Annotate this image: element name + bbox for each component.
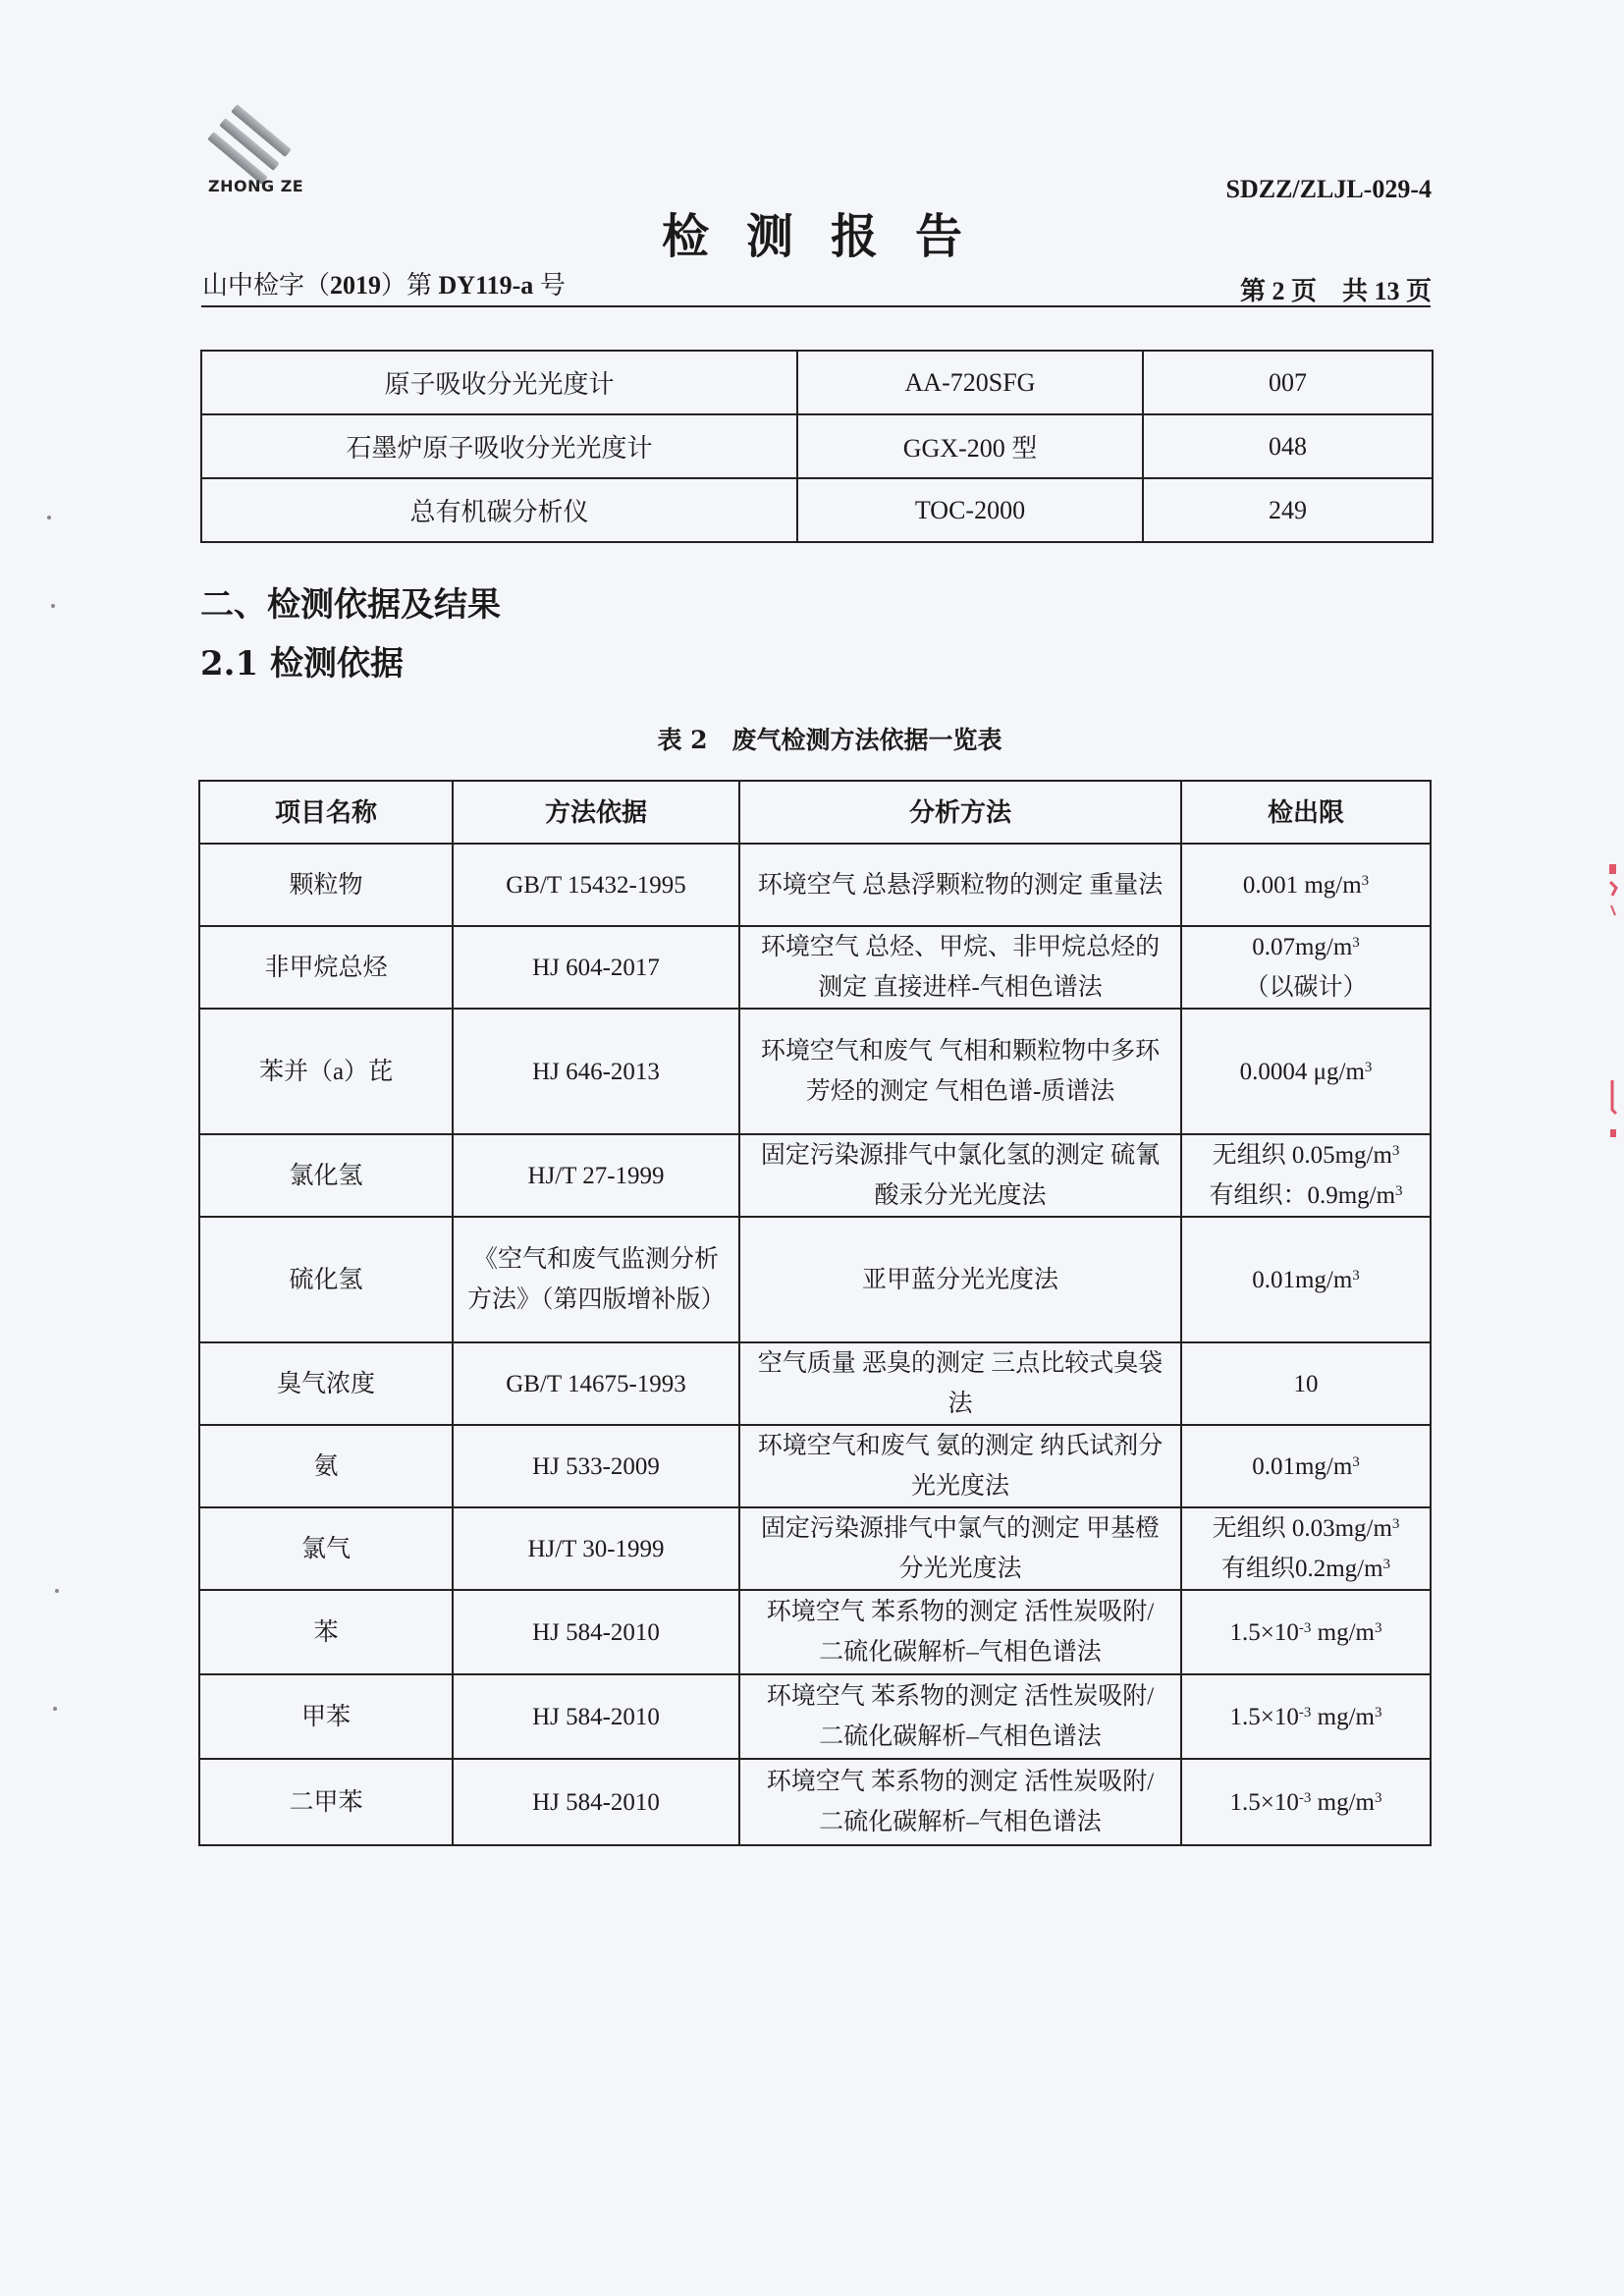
item-name: 苯并（a）芘 — [199, 1009, 453, 1134]
header-divider — [201, 305, 1431, 307]
analysis-method: 固定污染源排气中氯气的测定 甲基橙分光光度法 — [739, 1507, 1181, 1590]
section-heading: 二、检测依据及结果 — [200, 585, 501, 625]
detection-limit — [1181, 1342, 1431, 1425]
item-name: 氨 — [199, 1425, 453, 1507]
detection-limit-line — [1186, 1782, 1426, 1823]
method-standard: GB/T 15432-1995 — [453, 844, 739, 926]
detection-limit-line — [1186, 1508, 1426, 1549]
item-name: 甲苯 — [199, 1674, 453, 1759]
limit-value: 1.5×10 — [1229, 1788, 1299, 1816]
table-row — [199, 1590, 1431, 1674]
limit-exponent: 3 — [1361, 872, 1370, 889]
limit-exponent: 3 — [1352, 935, 1360, 951]
method-standard: HJ/T 27-1999 — [453, 1134, 739, 1217]
report-number-year: 2019 — [330, 271, 382, 300]
limit-unit: mg/m — [1311, 1703, 1375, 1730]
limit-value: 0.01mg/m — [1252, 1266, 1353, 1293]
table-header-row — [199, 781, 1431, 844]
detection-limit-line — [1186, 1260, 1426, 1300]
equipment-name: 石墨炉原子吸收分光光度计 — [201, 414, 797, 478]
document-code: SDZZ/ZLJL-029-4 — [1225, 175, 1432, 203]
limit-unit-exponent: 3 — [1374, 1619, 1382, 1636]
table-row — [199, 1134, 1431, 1217]
seal-fragment-icon — [1606, 864, 1618, 933]
analysis-method: 亚甲蓝分光光度法 — [739, 1217, 1181, 1342]
analysis-method: 环境空气 苯系物的测定 活性炭吸附/二硫化碳解析–气相色谱法 — [739, 1590, 1181, 1674]
method-standard: HJ 646-2013 — [453, 1009, 739, 1134]
analysis-method: 固定污染源排气中氯化氢的测定 硫氰酸汞分光光度法 — [739, 1134, 1181, 1217]
scan-speck — [51, 604, 55, 608]
equipment-table — [200, 350, 1434, 543]
logo-text: ZHONG ZE — [208, 177, 304, 195]
limit-value: 有组织0.2mg/m — [1220, 1556, 1383, 1582]
detection-limit-line — [1186, 1364, 1426, 1404]
detection-limit — [1181, 926, 1431, 1009]
limit-value: 有组织：0.9mg/m — [1209, 1182, 1396, 1209]
limit-value: 1.5×10 — [1229, 1618, 1299, 1646]
equipment-row — [201, 478, 1433, 542]
limit-value: 0.0004 μg/m — [1239, 1058, 1365, 1085]
limit-value: 0.001 mg/m — [1242, 871, 1362, 899]
limit-value: 0.01mg/m — [1252, 1452, 1353, 1480]
limit-exponent: 3 — [1382, 1557, 1391, 1572]
item-name: 臭气浓度 — [199, 1342, 453, 1425]
method-standard: 《空气和废气监测分析方法》（第四版增补版） — [453, 1217, 739, 1342]
detection-limit — [1181, 1674, 1431, 1759]
limit-exponent: 3 — [1391, 1143, 1400, 1159]
limit-value: 无组织 0.05mg/m — [1212, 1142, 1392, 1169]
analysis-method: 环境空气 总悬浮颗粒物的测定 重量法 — [739, 844, 1181, 926]
limit-exponent: -3 — [1298, 1789, 1312, 1806]
limit-value: 无组织 0.03mg/m — [1212, 1515, 1392, 1542]
report-number-id: DY119-a — [438, 271, 534, 300]
table-row — [199, 1759, 1431, 1845]
scan-speck — [55, 1589, 59, 1593]
analysis-method: 空气质量 恶臭的测定 三点比较式臭袋法 — [739, 1342, 1181, 1425]
column-header-standard: 方法依据 — [453, 781, 739, 844]
limit-exponent: 3 — [1352, 1453, 1360, 1470]
item-name: 氯气 — [199, 1507, 453, 1590]
report-number-mid: ）第 — [381, 271, 439, 300]
analysis-method: 环境空气 苯系物的测定 活性炭吸附/二硫化碳解析–气相色谱法 — [739, 1674, 1181, 1759]
equipment-name: 总有机碳分析仪 — [201, 478, 797, 542]
equipment-model: GGX-200 型 — [797, 414, 1143, 478]
detection-limit — [1181, 1759, 1431, 1845]
detection-limit — [1181, 1217, 1431, 1342]
limit-value: 1.5×10 — [1229, 1703, 1299, 1730]
method-standard: HJ 584-2010 — [453, 1590, 739, 1674]
page-title: 检测报告 — [661, 209, 1000, 264]
method-standard: HJ/T 30-1999 — [453, 1507, 739, 1590]
detection-limit — [1181, 1134, 1431, 1217]
scan-speck — [47, 516, 51, 519]
subsection-heading: 2.1 检测依据 — [200, 644, 404, 683]
limit-unit: mg/m — [1311, 1618, 1375, 1646]
detection-limit — [1181, 1507, 1431, 1590]
method-table — [198, 780, 1432, 1846]
limit-value: 10 — [1293, 1370, 1319, 1397]
detection-limit-line — [1186, 865, 1426, 905]
analysis-method: 环境空气和废气 氨的测定 纳氏试剂分光光度法 — [739, 1425, 1181, 1507]
analysis-method: 环境空气和废气 气相和颗粒物中多环芳烃的测定 气相色谱-质谱法 — [739, 1009, 1181, 1134]
limit-exponent: 3 — [1391, 1516, 1400, 1532]
limit-exponent: -3 — [1298, 1619, 1312, 1636]
column-header-item: 项目名称 — [199, 781, 453, 844]
equipment-model: AA-720SFG — [797, 351, 1143, 414]
scan-speck — [53, 1707, 57, 1711]
detection-limit-line — [1186, 1697, 1426, 1737]
table-row — [199, 1009, 1431, 1134]
detection-limit — [1181, 1009, 1431, 1134]
limit-value: （以碳计） — [1244, 974, 1368, 1001]
table-row — [199, 1217, 1431, 1342]
detection-limit-line — [1186, 1052, 1426, 1092]
table-row — [199, 1425, 1431, 1507]
method-standard: HJ 584-2010 — [453, 1674, 739, 1759]
limit-exponent: 3 — [1364, 1059, 1373, 1075]
report-number — [202, 265, 566, 301]
equipment-row — [201, 351, 1433, 414]
item-name: 非甲烷总烃 — [199, 926, 453, 1009]
detection-limit — [1181, 1425, 1431, 1507]
table-caption: 表 2 废气检测方法依据一览表 — [657, 726, 1002, 754]
column-header-limit: 检出限 — [1181, 781, 1431, 844]
table-row — [199, 844, 1431, 926]
detection-limit-line — [1186, 967, 1426, 1008]
detection-limit-line — [1186, 1447, 1426, 1487]
report-number-prefix: 山中检字（ — [202, 271, 331, 300]
detection-limit-line — [1186, 1613, 1426, 1653]
limit-unit-exponent: 3 — [1374, 1789, 1382, 1806]
limit-exponent: 3 — [1395, 1183, 1403, 1199]
method-standard: HJ 533-2009 — [453, 1425, 739, 1507]
column-header-method: 分析方法 — [739, 781, 1181, 844]
equipment-name: 原子吸收分光光度计 — [201, 351, 797, 414]
limit-unit-exponent: 3 — [1374, 1704, 1382, 1721]
analysis-method: 环境空气 总烃、甲烷、非甲烷总烃的测定 直接进样-气相色谱法 — [739, 926, 1181, 1009]
item-name: 颗粒物 — [199, 844, 453, 926]
method-standard: HJ 604-2017 — [453, 926, 739, 1009]
detection-limit-line — [1186, 1175, 1426, 1216]
seal-fragment-icon — [1606, 1080, 1618, 1139]
equipment-model: TOC-2000 — [797, 478, 1143, 542]
report-number-suffix: 号 — [533, 271, 566, 300]
detection-limit-line — [1186, 927, 1426, 967]
equipment-number: 048 — [1143, 414, 1433, 478]
page-indicator: 第 2 页 共 13 页 — [1239, 277, 1432, 305]
limit-exponent: -3 — [1298, 1704, 1312, 1721]
table-row — [199, 1342, 1431, 1425]
item-name: 二甲苯 — [199, 1759, 453, 1845]
item-name: 苯 — [199, 1590, 453, 1674]
table-row — [199, 1674, 1431, 1759]
limit-unit: mg/m — [1311, 1788, 1375, 1816]
detection-limit — [1181, 1590, 1431, 1674]
item-name: 硫化氢 — [199, 1217, 453, 1342]
detection-limit — [1181, 844, 1431, 926]
method-standard: GB/T 14675-1993 — [453, 1342, 739, 1425]
equipment-number: 249 — [1143, 478, 1433, 542]
equipment-row — [201, 414, 1433, 478]
equipment-number: 007 — [1143, 351, 1433, 414]
item-name: 氯化氢 — [199, 1134, 453, 1217]
detection-limit-line — [1186, 1135, 1426, 1175]
analysis-method: 环境空气 苯系物的测定 活性炭吸附/二硫化碳解析–气相色谱法 — [739, 1759, 1181, 1845]
limit-value: 0.07mg/m — [1252, 934, 1353, 960]
table-row — [199, 926, 1431, 1009]
limit-exponent: 3 — [1352, 1267, 1360, 1284]
table-row — [199, 1507, 1431, 1590]
detection-limit-line — [1186, 1549, 1426, 1589]
method-standard: HJ 584-2010 — [453, 1759, 739, 1845]
